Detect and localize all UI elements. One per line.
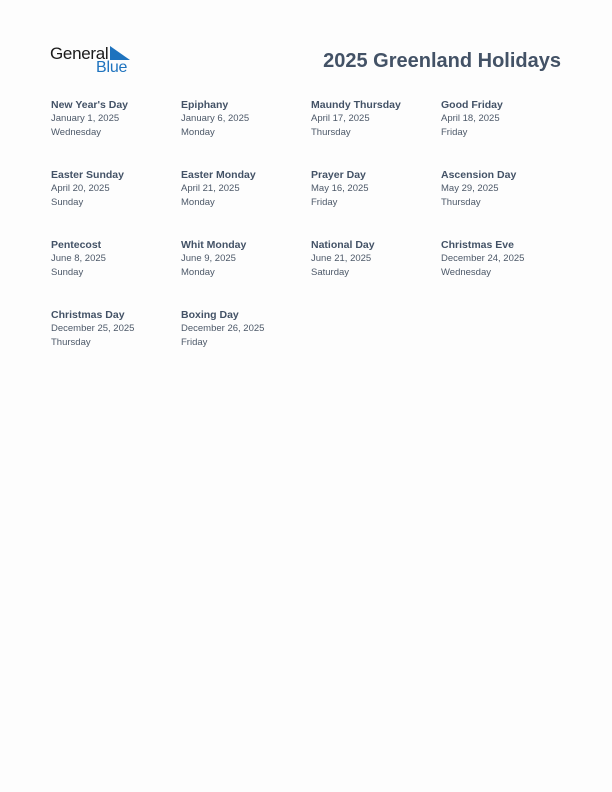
- logo-word-blue: Blue: [96, 59, 128, 76]
- holiday-weekday: Thursday: [51, 336, 91, 348]
- holiday-entry: [181, 98, 311, 168]
- holiday-date: April 21, 2025: [181, 183, 240, 194]
- holiday-entry: [51, 98, 181, 168]
- holiday-name: Boxing Day: [181, 309, 239, 321]
- holiday-name: Christmas Eve: [441, 239, 514, 251]
- holiday-weekday: Wednesday: [441, 266, 491, 278]
- holiday-entry: [51, 308, 181, 378]
- holiday-entry: [311, 168, 441, 238]
- holiday-weekday: Friday: [181, 336, 208, 348]
- holiday-entry: [311, 98, 441, 168]
- holiday-date: June 9, 2025: [181, 253, 236, 264]
- logo-word-general: General: [50, 44, 109, 63]
- holiday-weekday: Monday: [181, 126, 215, 138]
- holiday-weekday: Saturday: [311, 266, 350, 278]
- holiday-name: Easter Monday: [181, 169, 256, 181]
- holiday-name: Whit Monday: [181, 239, 247, 251]
- holiday-name: Epiphany: [181, 99, 229, 111]
- holiday-name: Good Friday: [441, 99, 503, 111]
- holiday-date: December 26, 2025: [181, 323, 265, 334]
- holiday-entry: [181, 308, 311, 378]
- brand-logo: [50, 44, 134, 78]
- holiday-date: June 8, 2025: [51, 253, 106, 264]
- holiday-name: Pentecost: [51, 239, 102, 251]
- holiday-entry: [441, 238, 571, 308]
- holiday-weekday: Thursday: [311, 126, 351, 138]
- holiday-date: January 6, 2025: [181, 113, 250, 124]
- holiday-date: December 24, 2025: [441, 253, 525, 264]
- holiday-date: April 18, 2025: [441, 113, 500, 124]
- holiday-weekday: Wednesday: [51, 126, 101, 138]
- holiday-weekday: Thursday: [441, 196, 481, 208]
- holiday-date: June 21, 2025: [311, 253, 372, 264]
- holiday-weekday: Monday: [181, 196, 215, 208]
- holiday-weekday: Friday: [311, 196, 338, 208]
- holiday-weekday: Sunday: [51, 196, 84, 208]
- holiday-entry: [441, 98, 571, 168]
- holiday-date: May 16, 2025: [311, 183, 369, 194]
- holiday-entry: [51, 238, 181, 308]
- holiday-weekday: Sunday: [51, 266, 84, 278]
- holiday-entry: [181, 168, 311, 238]
- holiday-date: January 1, 2025: [51, 113, 120, 124]
- holiday-name: Easter Sunday: [51, 169, 124, 181]
- holiday-name: Prayer Day: [311, 169, 366, 181]
- holiday-weekday: Monday: [181, 266, 215, 278]
- holiday-entry: [51, 168, 181, 238]
- holiday-entry: [311, 238, 441, 308]
- holiday-name: Ascension Day: [441, 169, 517, 181]
- holiday-name: New Year's Day: [51, 99, 129, 111]
- holiday-date: December 25, 2025: [51, 323, 135, 334]
- holiday-name: National Day: [311, 239, 375, 251]
- holiday-date: April 17, 2025: [311, 113, 370, 124]
- holiday-weekday: Friday: [441, 126, 468, 138]
- holiday-name: Christmas Day: [51, 309, 125, 321]
- holiday-name: Maundy Thursday: [311, 99, 401, 111]
- holiday-entry: [441, 168, 571, 238]
- holiday-date: April 20, 2025: [51, 183, 110, 194]
- logo-triangle-icon: [110, 46, 130, 60]
- holiday-date: May 29, 2025: [441, 183, 499, 194]
- page-title: 2025 Greenland Holidays: [323, 50, 561, 72]
- holiday-entry: [181, 238, 311, 308]
- holiday-grid: [51, 98, 571, 378]
